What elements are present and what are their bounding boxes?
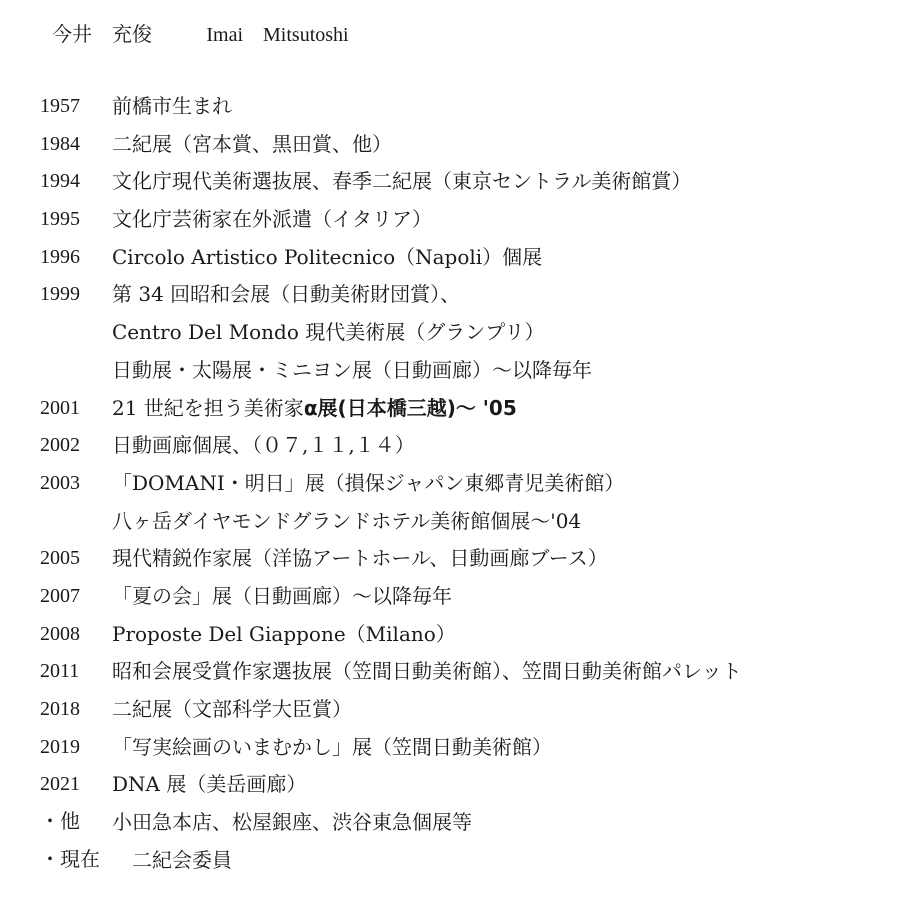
entry-text: 昭和会展受賞作家選抜展（笠間日動美術館）、笠間日動美術館パレット — [112, 659, 742, 684]
entry-text: 「夏の会」展（日動画廊）～以降毎年 — [112, 583, 452, 608]
entry-year: 1996 — [40, 245, 80, 268]
career-entry — [40, 766, 920, 804]
career-entry — [40, 352, 920, 390]
entry-text-part: 21 世紀を担う美術家 — [112, 395, 304, 420]
artist-name-japanese: 今井 充俊 — [52, 22, 152, 46]
entry-text: 八ヶ岳ダイヤモンドグランドホテル美術館個展～'04 — [112, 508, 582, 533]
entry-year: 2002 — [40, 434, 80, 457]
career-entry — [40, 503, 920, 541]
entry-year: 1994 — [40, 170, 80, 193]
career-entry — [40, 201, 920, 239]
career-list — [40, 88, 920, 879]
entry-text: 現代精鋭作家展（洋協アートホール、日動画廊ブース） — [112, 546, 608, 571]
entry-text: 「写実絵画のいまむかし」展（笠間日動美術館） — [112, 734, 552, 759]
entry-year: 2005 — [40, 547, 80, 570]
career-entry — [40, 390, 920, 428]
entry-year: 2018 — [40, 698, 80, 720]
entry-text: 二紀展（宮本賞、黒田賞、他） — [112, 131, 392, 156]
artist-name-header — [52, 18, 349, 47]
entry-year: 1999 — [40, 283, 80, 306]
career-entry — [40, 314, 920, 352]
entry-text: Circolo Artistico Politecnico（Napoli）個展 — [112, 244, 543, 269]
career-entry — [40, 691, 920, 729]
career-entry — [40, 540, 920, 578]
entry-year: 1957 — [40, 95, 80, 117]
entry-year: 2021 — [40, 773, 80, 796]
entry-text: 日動画廊個展、（０７,１１,１４） — [112, 433, 415, 458]
entry-year: 2019 — [40, 735, 80, 758]
entry-text: 小田急本店、松屋銀座、渋谷東急個展等 — [112, 810, 472, 835]
career-entry-other — [40, 804, 920, 842]
entry-text: 第 34 回昭和会展（日動美術財団賞）、 — [112, 282, 461, 307]
entry-text: Proposte Del Giappone（Milano） — [112, 621, 456, 646]
entry-year — [40, 314, 112, 352]
artist-name-english: Imai Mitsutoshi — [206, 24, 349, 46]
career-entry — [40, 616, 920, 654]
entry-text: Centro Del Mondo 現代美術展（グランプリ） — [112, 320, 545, 345]
entry-year: 2008 — [40, 622, 80, 645]
entry-year: 2007 — [40, 584, 80, 607]
entry-text: 二紀会委員 — [112, 847, 232, 872]
entry-year — [40, 352, 112, 390]
career-entry — [40, 126, 920, 164]
entry-year: 1984 — [40, 132, 80, 155]
career-entry — [40, 163, 920, 201]
career-entry — [40, 729, 920, 767]
entry-text: 「DOMANI・明日」展（損保ジャパン東郷青児美術館） — [112, 470, 625, 495]
entry-text: 二紀展（文部科学大臣賞） — [112, 697, 352, 721]
career-entry — [40, 427, 920, 465]
entry-year: 1995 — [40, 208, 80, 231]
entry-year: ・現在 — [40, 848, 100, 871]
career-entry — [40, 239, 920, 277]
career-entry — [40, 88, 920, 126]
entry-year: 2011 — [40, 660, 80, 683]
entry-text-bold-part: α展(日本橋三越)～ '05 — [303, 395, 517, 420]
entry-text: 文化庁芸術家在外派遣（イタリア） — [112, 207, 432, 232]
entry-year: 2001 — [40, 396, 80, 419]
entry-text: 前橋市生まれ — [112, 94, 232, 118]
career-entry — [40, 578, 920, 616]
entry-text: 日動展・太陽展・ミニヨン展（日動画廊）～以降毎年 — [112, 357, 592, 382]
entry-text: DNA 展（美岳画廊） — [112, 772, 307, 797]
entry-year — [40, 503, 112, 541]
career-entry-current — [40, 842, 920, 880]
entry-year: ・他 — [40, 811, 80, 834]
entry-year: 2003 — [40, 471, 80, 494]
career-entry — [40, 653, 920, 691]
career-entry — [40, 465, 920, 503]
career-entry — [40, 276, 920, 314]
entry-text: 文化庁現代美術選抜展、春季二紀展（東京セントラル美術館賞） — [112, 169, 692, 194]
entry-text — [112, 390, 517, 428]
